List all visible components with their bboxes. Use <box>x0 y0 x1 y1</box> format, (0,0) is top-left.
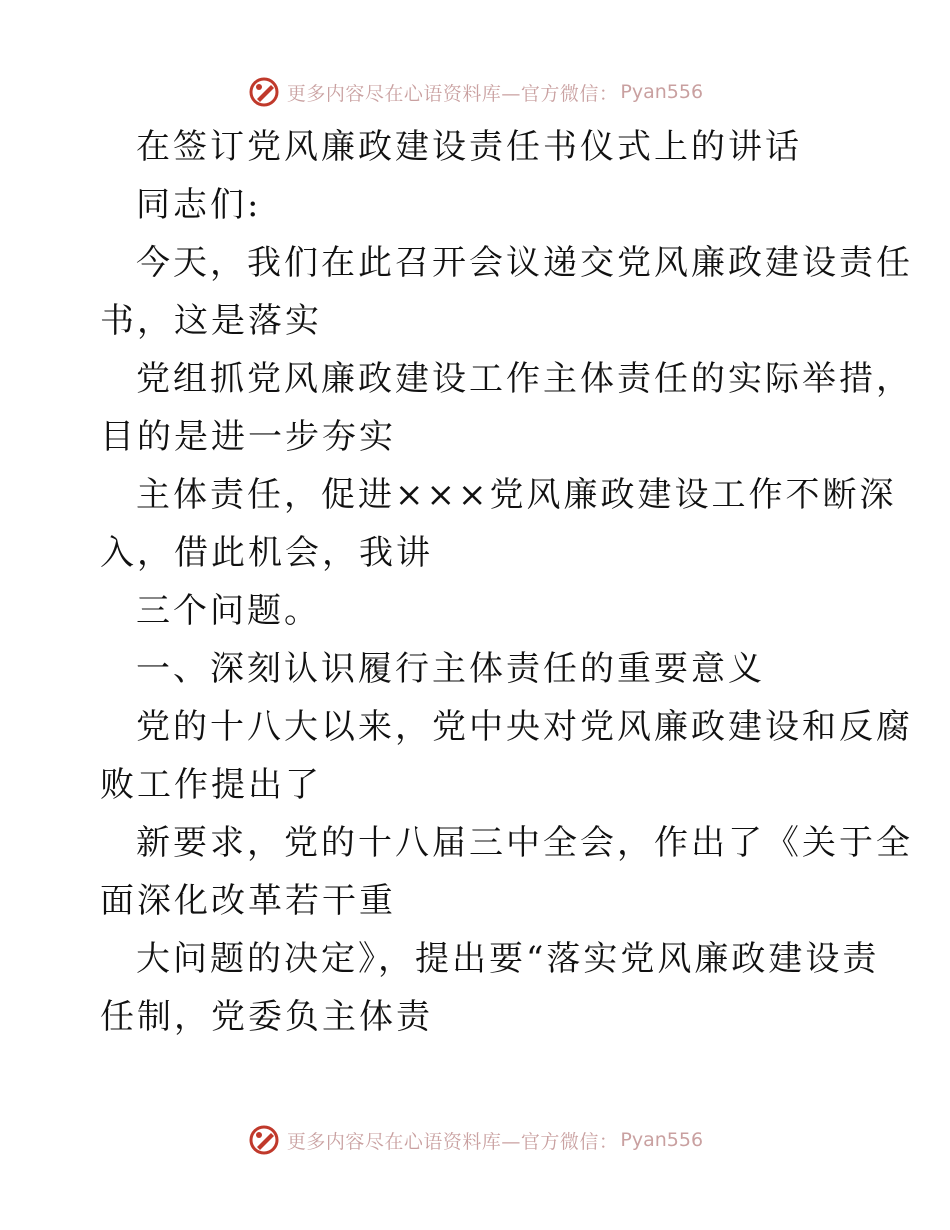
watermark-text-cn: 更多内容尽在心语资料库—官方微信： <box>286 82 619 105</box>
section-heading: 一、深刻认识履行主体责任的重要意义 <box>136 649 765 689</box>
footer-watermark <box>0 1120 950 1160</box>
paragraph-line: 入，借此机会，我讲 <box>100 533 433 573</box>
paragraph-line: 大问题的决定》，提出要“落实党风廉政建设责 <box>136 939 880 979</box>
paragraph-line: 任制，党委负主体责 <box>100 997 433 1037</box>
paragraph-line: 主体责任，促进×××党风廉政建设工作不断深 <box>136 475 897 515</box>
pen-logo-icon <box>247 1123 281 1157</box>
watermark-text-cn: 更多内容尽在心语资料库—官方微信： <box>286 1130 619 1153</box>
document-body <box>100 118 913 1046</box>
paragraph-line: 今天，我们在此召开会议递交党风廉政建设责任 <box>136 243 913 283</box>
header-watermark <box>0 72 950 112</box>
paragraph-line: 党的十八大以来，党中央对党风廉政建设和反腐 <box>136 707 913 747</box>
paragraph-line: 书，这是落实 <box>100 301 322 341</box>
paragraph-line: 面深化改革若干重 <box>100 881 396 921</box>
paragraph-line: 目的是进一步夯实 <box>100 417 396 457</box>
salutation: 同志们: <box>136 185 262 225</box>
paragraph-line: 党组抓党风廉政建设工作主体责任的实际举措， <box>136 359 913 399</box>
paragraph-line: 败工作提出了 <box>100 765 322 805</box>
watermark-text-en: Pyan556 <box>620 81 704 103</box>
watermark-text-en: Pyan556 <box>620 1129 704 1151</box>
paragraph-line: 新要求，党的十八届三中全会，作出了《关于全 <box>136 823 913 863</box>
document-title: 在签订党风廉政建设责任书仪式上的讲话 <box>136 127 802 167</box>
pen-logo-icon <box>247 75 281 109</box>
paragraph-line: 三个问题。 <box>136 591 321 631</box>
